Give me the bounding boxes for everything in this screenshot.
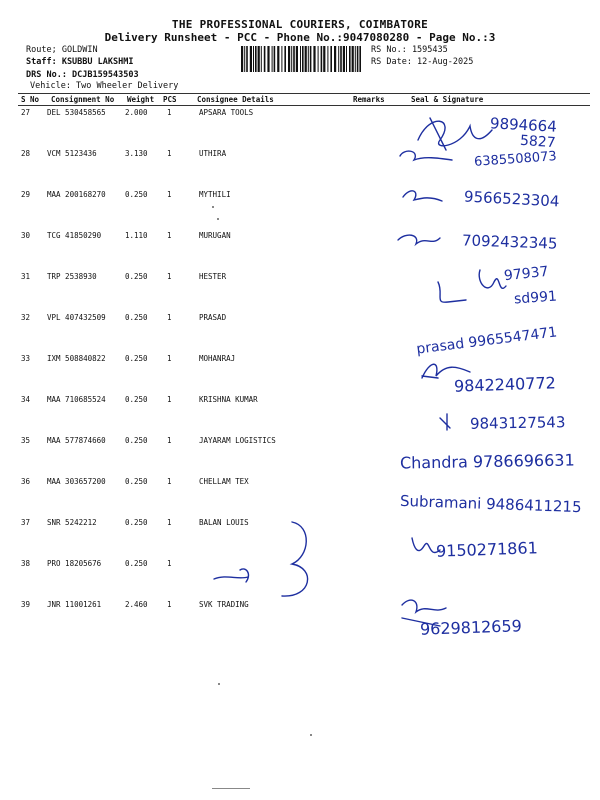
cell-consignment: MAA 710685524 xyxy=(47,395,106,404)
cell-sno: 32 xyxy=(21,313,31,322)
cell-pcs: 1 xyxy=(167,149,172,158)
cell-pcs: 1 xyxy=(167,313,172,322)
cell-sno: 35 xyxy=(21,436,31,445)
sig-phone-37: 9150271861 xyxy=(435,538,539,561)
cell-pcs: 1 xyxy=(167,436,172,445)
barcode-bar xyxy=(284,46,286,72)
cell-pcs: 1 xyxy=(167,559,172,568)
scan-dot xyxy=(212,206,214,208)
cell-sno: 31 xyxy=(21,272,31,281)
barcode-bar xyxy=(281,46,282,72)
cell-weight: 0.250 xyxy=(125,559,148,568)
sig-phone-34: 9843127543 xyxy=(469,413,566,433)
route-label: Route; GOLDWIN xyxy=(26,45,98,55)
sig-phone-32: prasad 9965547471 xyxy=(415,324,558,358)
sig-phone-35: Chandra 9786696631 xyxy=(399,450,575,473)
cell-consignment: MAA 303657200 xyxy=(47,477,106,486)
barcode-bar xyxy=(293,46,295,72)
cell-sno: 38 xyxy=(21,559,31,568)
table-top-rule xyxy=(18,93,590,94)
table-row xyxy=(0,559,600,600)
cell-pcs: 1 xyxy=(167,600,172,609)
barcode-bar xyxy=(302,46,304,72)
cell-consignee: PRASAD xyxy=(199,313,227,322)
cell-weight: 0.250 xyxy=(125,354,148,363)
barcode-bar xyxy=(357,46,359,72)
barcode-bar xyxy=(340,46,342,72)
rs-number: RS No.: 1595435 xyxy=(371,45,448,55)
cell-pcs: 1 xyxy=(167,231,172,240)
cell-weight: 0.250 xyxy=(125,313,148,322)
cell-sno: 30 xyxy=(21,231,31,240)
col-header-remarks: Remarks xyxy=(353,95,385,104)
barcode-bar xyxy=(334,46,336,72)
cell-weight: 0.250 xyxy=(125,518,148,527)
document-title: THE PROFESSIONAL COURIERS, COIMBATORE xyxy=(171,18,429,31)
scan-dot xyxy=(217,218,219,220)
table-row xyxy=(0,187,600,231)
barcode-bar xyxy=(313,46,315,72)
barcode-bar xyxy=(246,46,248,72)
cell-consignment: SNR 5242212 xyxy=(47,518,97,527)
cell-consignment: TRP 2538930 xyxy=(47,272,97,281)
cell-pcs: 1 xyxy=(167,477,172,486)
barcode-image xyxy=(241,46,361,72)
sig-phone-39: 9629812659 xyxy=(419,616,523,639)
scan-dot xyxy=(218,683,220,685)
barcode-bar xyxy=(267,46,269,72)
table-row xyxy=(0,477,600,518)
barcode-bar xyxy=(258,46,260,72)
barcode-bar xyxy=(241,46,243,72)
cell-consignment: PRO 18205676 xyxy=(47,559,102,568)
barcode-bar xyxy=(323,46,325,72)
cell-consignee: CHELLAM TEX xyxy=(199,477,249,486)
barcode-bar xyxy=(288,46,290,72)
barcode-bar xyxy=(338,46,339,72)
sig-phone-36: Subramani 9486411215 xyxy=(399,491,582,517)
barcode-bar xyxy=(308,46,309,72)
barcode-bar xyxy=(346,46,347,72)
col-header-consignment: Consignment No xyxy=(51,95,115,104)
cell-consignee: UTHIRA xyxy=(199,149,227,158)
cell-pcs: 1 xyxy=(167,354,172,363)
barcode-bar xyxy=(359,46,361,72)
cell-consignee: HESTER xyxy=(199,272,227,281)
rs-date: RS Date: 12-Aug-2025 xyxy=(371,57,474,67)
sig-phone-28: 6385508073 xyxy=(473,149,558,170)
col-header-consignee: Consignee Details xyxy=(197,95,274,104)
barcode-bar xyxy=(318,46,319,72)
table-header-rule xyxy=(18,105,590,106)
barcode-bar xyxy=(305,46,307,72)
cell-weight: 2.000 xyxy=(125,108,148,117)
vehicle-label: Vehicle: Two Wheeler Delivery xyxy=(30,81,179,91)
cell-weight: 0.250 xyxy=(125,395,148,404)
cell-consignee: MURUGAN xyxy=(199,231,231,240)
barcode-bar xyxy=(253,46,254,72)
cell-sno: 28 xyxy=(21,149,31,158)
table-row xyxy=(0,600,600,641)
table-row xyxy=(0,108,600,152)
cell-pcs: 1 xyxy=(167,395,172,404)
cell-consignee: MOHANRAJ xyxy=(199,354,236,363)
sig-extra-27: 5827 xyxy=(519,132,557,152)
barcode-bar xyxy=(264,46,266,72)
col-header-weight: Weight xyxy=(127,95,155,104)
cell-consignee: BALAN LOUIS xyxy=(199,518,249,527)
cell-sno: 37 xyxy=(21,518,31,527)
table-row xyxy=(0,518,600,559)
cell-consignment: IXM 508840822 xyxy=(47,354,106,363)
sig-phone-31: 97937 xyxy=(503,263,550,285)
sig-phone-33: 9842240772 xyxy=(453,373,557,396)
sig-phone-29: 9566523304 xyxy=(463,187,560,211)
barcode-bar xyxy=(310,46,312,72)
barcode-bar xyxy=(355,46,356,72)
cell-pcs: 1 xyxy=(167,518,172,527)
cell-consignee: APSARA TOOLS xyxy=(199,108,254,117)
cell-weight: 0.250 xyxy=(125,436,148,445)
table-row xyxy=(0,149,600,190)
table-row xyxy=(0,395,600,436)
barcode-bar xyxy=(244,46,245,72)
barcode-bar xyxy=(261,46,262,72)
col-header-seal: Seal & Signature xyxy=(411,95,484,104)
barcode-bar xyxy=(255,46,257,72)
cell-sno: 34 xyxy=(21,395,31,404)
barcode-bar xyxy=(291,46,292,72)
cell-consignment: MAA 200168270 xyxy=(47,190,106,199)
cell-pcs: 1 xyxy=(167,108,172,117)
col-header-pcs: PCS xyxy=(163,95,177,104)
table-row xyxy=(0,436,600,477)
table-row xyxy=(0,231,600,272)
barcode-bar xyxy=(272,46,273,72)
cell-consignment: DEL 530458565 xyxy=(47,108,106,117)
barcode-bar xyxy=(352,46,354,72)
cell-consignee: JAYARAM LOGISTICS xyxy=(199,436,276,445)
cell-sno: 29 xyxy=(21,190,31,199)
cell-weight: 3.130 xyxy=(125,149,148,158)
table-row xyxy=(0,272,600,313)
cell-weight: 1.110 xyxy=(125,231,148,240)
col-header-sno: S No xyxy=(21,95,40,104)
sig-phone-30: 7092432345 xyxy=(461,231,558,253)
cell-sno: 39 xyxy=(21,600,31,609)
cell-consignee: MYTHILI xyxy=(199,190,231,199)
cell-consignment: VPL 407432509 xyxy=(47,313,106,322)
cell-weight: 0.250 xyxy=(125,272,148,281)
barcode-bar xyxy=(349,46,351,72)
table-row xyxy=(0,354,600,395)
barcode-bar xyxy=(330,46,332,72)
document-subtitle: Delivery Runsheet - PCC - Phone No.:9047080280 - Page No.:3 xyxy=(104,31,496,44)
cell-consignment: JNR 11001261 xyxy=(47,600,102,609)
table-row xyxy=(0,313,600,354)
cell-consignment: MAA 577874660 xyxy=(47,436,106,445)
barcode-bar xyxy=(250,46,252,72)
barcode-bar xyxy=(327,46,328,72)
cell-consignment: VCM 5123436 xyxy=(47,149,97,158)
barcode-bar xyxy=(321,46,323,72)
barcode-bar xyxy=(277,46,279,72)
cell-consignee: SVK TRADING xyxy=(199,600,249,609)
barcode-bar xyxy=(274,46,276,72)
barcode-bar xyxy=(343,46,345,72)
barcode-bar xyxy=(300,46,301,72)
cell-sno: 33 xyxy=(21,354,31,363)
cell-pcs: 1 xyxy=(167,190,172,199)
cell-sno: 36 xyxy=(21,477,31,486)
cell-pcs: 1 xyxy=(167,272,172,281)
cell-weight: 2.460 xyxy=(125,600,148,609)
cell-weight: 0.250 xyxy=(125,190,148,199)
sig-extra-31: sd991 xyxy=(513,288,558,308)
cell-consignee: KRISHNA KUMAR xyxy=(199,395,258,404)
scan-mark xyxy=(212,788,250,789)
cell-sno: 27 xyxy=(21,108,31,117)
cell-consignment: TCG 41850290 xyxy=(47,231,102,240)
drs-number: DRS No.: DCJB159543503 xyxy=(26,70,139,80)
cell-weight: 0.250 xyxy=(125,477,148,486)
barcode-bar xyxy=(296,46,298,72)
sig-phone-27: 9894664 xyxy=(489,114,558,136)
staff-label: Staff: KSUBBU LAKSHMI xyxy=(26,57,134,67)
scan-dot xyxy=(310,734,312,736)
